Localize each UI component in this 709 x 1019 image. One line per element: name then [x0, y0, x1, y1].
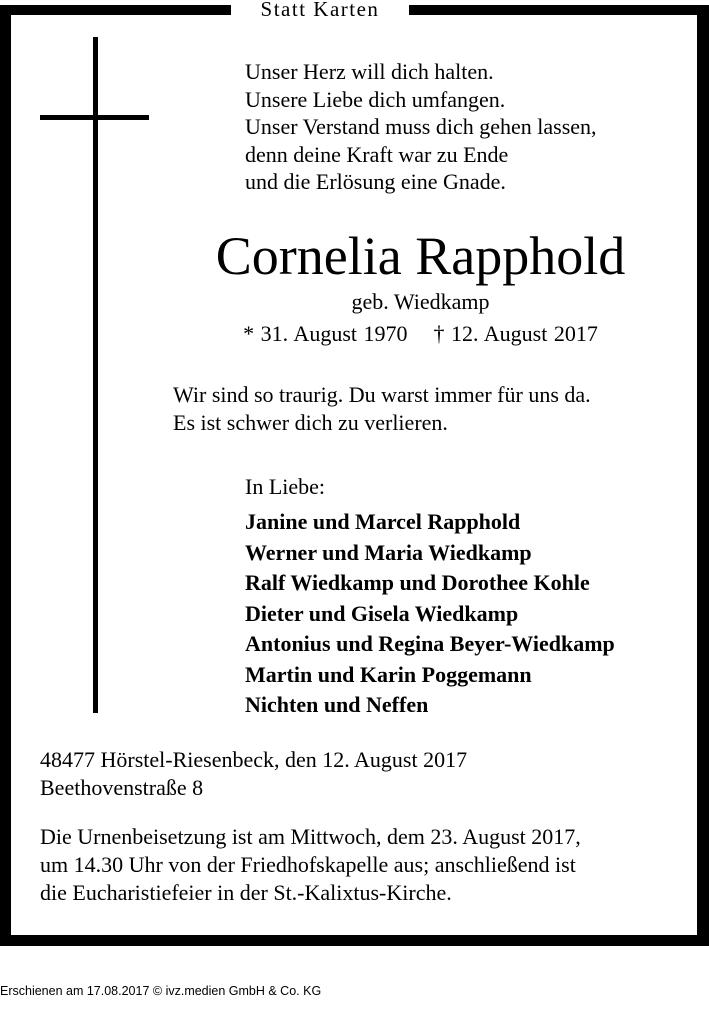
birth-date: * 31. August 1970 [243, 321, 408, 346]
poem [245, 58, 597, 196]
place-date-line: 48477 Hörstel-Riesenbeck, den 12. August 2017 [40, 747, 468, 772]
poem-line: Unser Verstand muss dich gehen lassen, [245, 114, 597, 139]
poem-line: Unsere Liebe dich umfangen. [245, 86, 506, 112]
maiden-name: geb. Wiedkamp [351, 289, 490, 314]
mourner-name: Nichten und Neffen [245, 692, 429, 717]
burial-line: um 14.30 Uhr von der Friedhofskapelle aus; anschließend ist [40, 852, 576, 877]
life-dates [0, 320, 709, 348]
burial-line: die Eucharistiefeier in der St.-Kalixtus-Kirche. [40, 880, 452, 905]
place-and-address [40, 746, 467, 802]
mourner-name: Janine und Marcel Rapphold [245, 509, 521, 534]
poem-line: denn deine Kraft war zu Ende [245, 141, 509, 167]
message-line: Wir sind so traurig. Du warst immer für uns da. [173, 382, 591, 407]
mourner-name: Martin und Karin Poggemann [245, 661, 532, 687]
header-label: Statt Karten [231, 0, 409, 22]
farewell-message [173, 381, 591, 437]
death-date: † 12. August 2017 [433, 321, 598, 346]
mourner-name: Dieter und Gisela Wiedkamp [245, 600, 519, 626]
cross-icon-horizontal-bar [40, 115, 149, 120]
poem-line: und die Erlösung eine Gnade. [245, 169, 506, 194]
message-line: Es ist schwer dich zu verlieren. [173, 410, 448, 435]
mourners-list [245, 507, 615, 721]
publication-footer: Erschienen am 17.08.2017 © ivz.medien GmbH & Co. KG [0, 984, 322, 998]
mourner-name: Antonius und Regina Beyer-Wiedkamp [245, 631, 615, 656]
burial-info [40, 823, 581, 907]
mourner-name: Werner und Maria Wiedkamp [245, 539, 532, 565]
deceased-name: Cornelia Rapphold [215, 226, 626, 286]
mourner-name: Ralf Wiedkamp und Dorothee Kohle [245, 570, 590, 595]
cross-icon-vertical-bar [93, 37, 98, 713]
burial-line: Die Urnenbeisetzung ist am Mittwoch, dem 23. August 2017, [40, 824, 581, 849]
mourners-intro: In Liebe: [245, 474, 326, 499]
address-line: Beethovenstraße 8 [40, 775, 204, 800]
poem-line: Unser Herz will dich halten. [245, 59, 494, 84]
